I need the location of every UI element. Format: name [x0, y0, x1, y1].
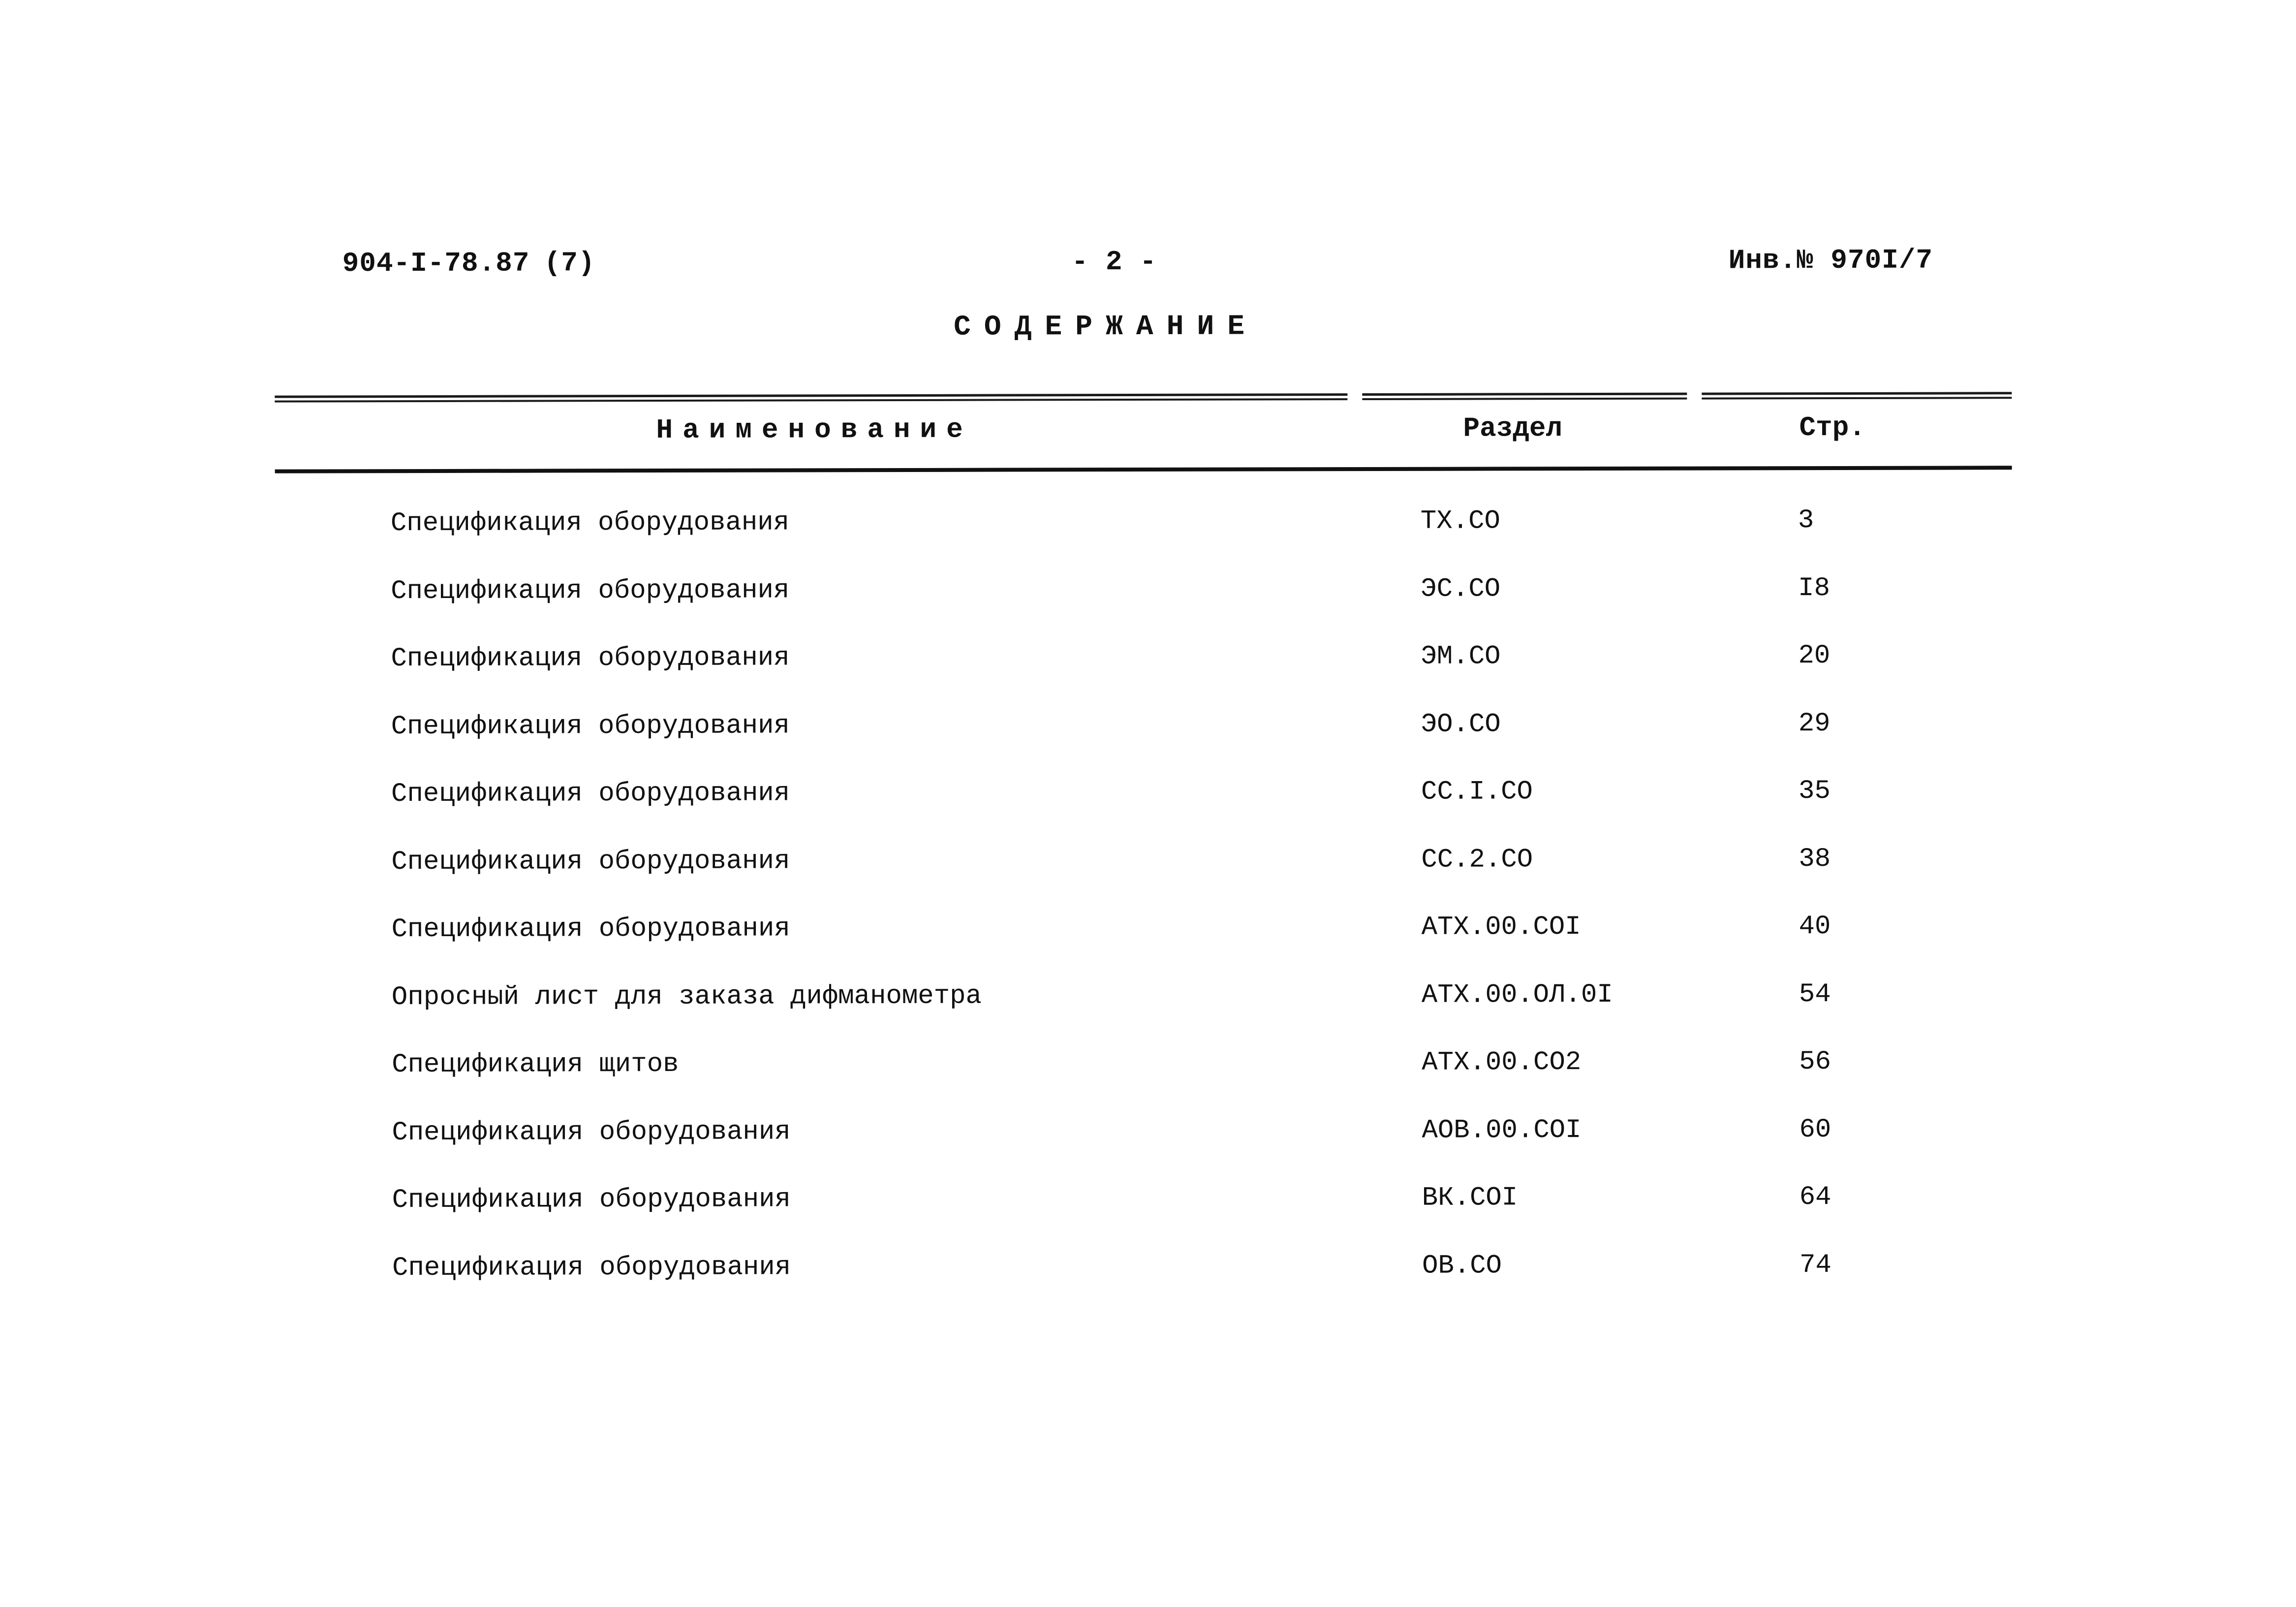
- document-code: 904-I-78.87: [342, 247, 530, 280]
- row-section: ЭС.СО: [1421, 573, 1501, 604]
- table-body: [0, 504, 2296, 1322]
- table-row: [0, 504, 2296, 577]
- table-row: [0, 843, 2296, 915]
- row-name: Спецификация щитов: [392, 1049, 679, 1080]
- column-header-page: Стр.: [1799, 411, 1865, 444]
- table-row: [0, 978, 2296, 1051]
- row-page: 56: [1799, 1047, 1831, 1077]
- row-section: ЭМ.СО: [1421, 641, 1501, 672]
- column-header-name: Наименование: [656, 413, 973, 446]
- table-row: [0, 1114, 2296, 1186]
- table-top-rule-page: [1702, 392, 2012, 399]
- row-page: I8: [1798, 573, 1831, 603]
- row-page: 38: [1799, 844, 1831, 874]
- column-header-section: Раздел: [1463, 412, 1563, 444]
- table-row: [0, 572, 2296, 645]
- row-section: АТХ.00.СО2: [1422, 1047, 1582, 1078]
- row-name: Спецификация оборудования: [391, 710, 790, 742]
- inventory-number: Инв.№ 970I/7: [1728, 244, 1933, 277]
- row-page: 3: [1798, 505, 1814, 536]
- row-section: ОВ.СО: [1422, 1250, 1502, 1281]
- row-name: Спецификация оборудования: [392, 1184, 791, 1216]
- table-header-rule: [275, 466, 2012, 473]
- row-page: 40: [1799, 912, 1831, 942]
- table-row: [0, 640, 2296, 712]
- row-section: ВК.СОI: [1422, 1183, 1518, 1213]
- row-section: ЭО.СО: [1421, 709, 1501, 740]
- row-name: Спецификация оборудования: [392, 1252, 791, 1283]
- row-name: Спецификация оборудования: [391, 575, 790, 606]
- row-section: СС.I.СО: [1421, 777, 1533, 807]
- row-name: Спецификация оборудования: [391, 914, 790, 945]
- row-section: АОВ.00.СОI: [1422, 1115, 1582, 1146]
- document-part-number: (7): [544, 247, 595, 279]
- row-name: Спецификация оборудования: [391, 643, 790, 674]
- table-row: [0, 708, 2296, 780]
- row-section: ТХ.СО: [1420, 506, 1500, 536]
- table-row: [0, 775, 2296, 848]
- row-section: АТХ.00.ОЛ.0I: [1421, 979, 1613, 1010]
- table-top-rule-section: [1362, 393, 1687, 400]
- row-page: 35: [1798, 776, 1831, 807]
- row-page: 60: [1799, 1114, 1831, 1145]
- row-name: Опросный лист для заказа дифманометра: [391, 981, 982, 1012]
- row-name: Спецификация оборудования: [392, 1116, 791, 1148]
- table-top-rule-name: [275, 393, 1347, 403]
- row-page: 54: [1799, 979, 1831, 1009]
- table-row: [1, 1181, 2296, 1254]
- table-row: [1, 1249, 2296, 1322]
- row-name: Спецификация оборудования: [390, 507, 790, 539]
- page-number: - 2 -: [1071, 246, 1157, 278]
- table-row: [0, 911, 2296, 983]
- row-name: Спецификация оборудования: [391, 846, 790, 877]
- row-page: 20: [1798, 641, 1831, 671]
- row-section: АТХ.00.СОI: [1421, 912, 1581, 943]
- row-section: СС.2.СО: [1421, 844, 1533, 875]
- row-page: 29: [1798, 708, 1831, 739]
- row-name: Спецификация оборудования: [391, 778, 790, 810]
- row-page: 64: [1799, 1182, 1831, 1213]
- table-row: [0, 1046, 2296, 1118]
- row-page: 74: [1799, 1250, 1831, 1280]
- page-title: СОДЕРЖАНИЕ: [953, 311, 1258, 344]
